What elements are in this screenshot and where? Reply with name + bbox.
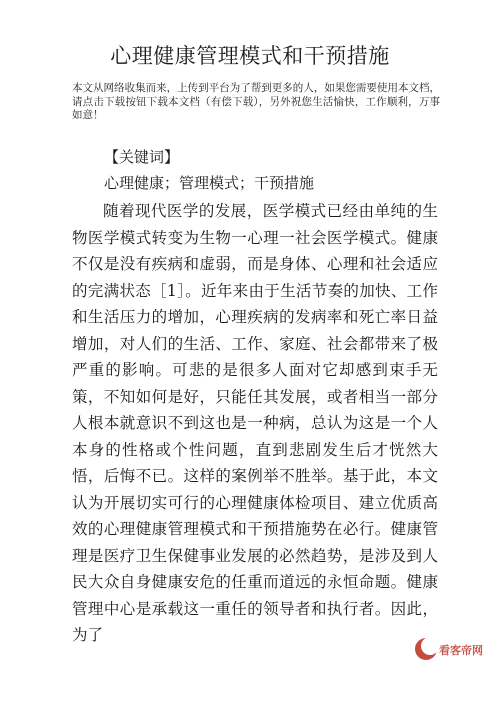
crescent-logo-icon — [412, 632, 492, 666]
keyword-heading: 【关键词】 — [104, 148, 180, 166]
site-watermark — [412, 632, 492, 666]
document-title: 心理健康管理模式和干预措施 — [110, 44, 390, 68]
body-paragraph: 随着现代医学的发展，医学模式已经由单纯的生物医学模式转变为生物一心理一社会医学模式。健康不仅是没有疾病和虚弱，而是身体、心理和社会适应的完满状态［1］。近年来由于生活节奏的加快、工作和生活压力的增加，心理疾病的发病率和死亡率日益增加，对人们的生活、工作、家庭、社会都带来了极严重的影响。可悲的是很多人面对它却感到束手无策，不知如何是好，只能任其发展，或者相当一部分人根本就意识不到这也是一种病，总认为这是一个人本身的性格或个性问题，直到悲剧发生后才恍然大悟，后悔不已。这样的案例举不胜举。基于此，本文认为开展切实可行的心理健康体检项目、建立优质高效的心理健康管理模式和干预措施势在必行。健康管理是医疗卫生保健事业发展的必然趋势，是涉及到人民大众自身健康安危的任重而道远的永恒命题。健康管理中心是承载这一重任的领导者和执行者。因此，为了 — [72, 202, 438, 644]
download-notice: 本文从网络收集而来，上传到平台为了帮到更多的人，如果您需要使用本文档，请点击下载按钮下载本文档（有偿下载），另外祝您生活愉快，工作顺利，万事如意！ — [72, 82, 440, 121]
keyword-list: 心理健康；管理模式；干预措施 — [104, 174, 315, 192]
watermark-text: 看客帝网 — [439, 644, 483, 657]
